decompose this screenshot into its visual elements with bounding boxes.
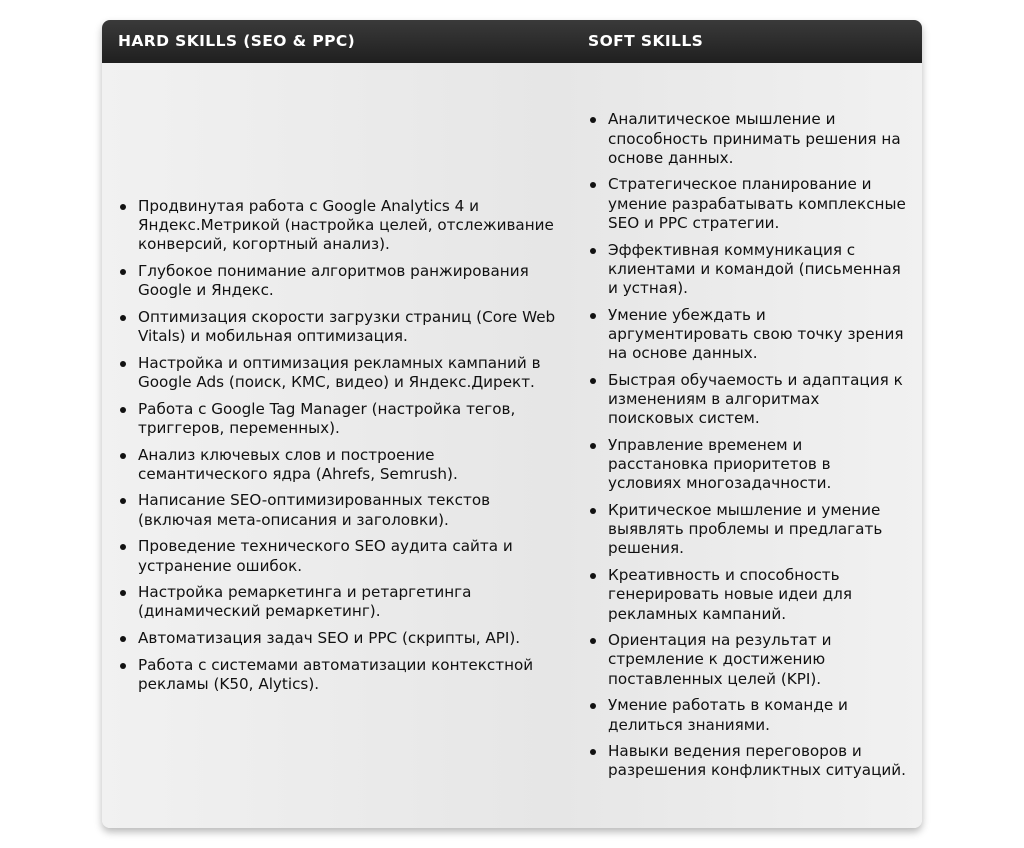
- list-item: Работа с Google Tag Manager (настройка тегов, триггеров, переменных).: [118, 400, 558, 438]
- list-item: Умение работать в команде и делиться знаниями.: [588, 696, 906, 734]
- list-item: Стратегическое планирование и умение разрабатывать комплексные SEO и PPC стратегии.: [588, 175, 906, 233]
- list-item: Управление временем и расстановка приоритетов в условиях многозадачности.: [588, 436, 906, 494]
- list-item: Настройка и оптимизация рекламных кампаний в Google Ads (поиск, КМС, видео) и Яндекс.Директ.: [118, 354, 558, 392]
- list-item: Работа с системами автоматизации контекстной рекламы (K50, Alytics).: [118, 656, 558, 694]
- list-item: Креативность и способность генерировать новые идеи для рекламных кампаний.: [588, 566, 906, 624]
- hard-skills-column: [118, 63, 558, 828]
- soft-skills-list: [588, 110, 906, 780]
- skills-table: [102, 20, 922, 828]
- list-item: Анализ ключевых слов и построение семантического ядра (Ahrefs, Semrush).: [118, 446, 558, 484]
- list-item: Ориентация на результат и стремление к достижению поставленных целей (KPI).: [588, 631, 906, 689]
- list-item: Автоматизация задач SEO и PPC (скрипты, API).: [118, 629, 558, 648]
- list-item: Аналитическое мышление и способность принимать решения на основе данных.: [588, 110, 906, 168]
- list-item: Критическое мышление и умение выявлять проблемы и предлагать решения.: [588, 501, 906, 559]
- list-item: Написание SEO-оптимизированных текстов (включая мета-описания и заголовки).: [118, 491, 558, 529]
- hard-skills-heading: HARD SKILLS (SEO & PPC): [118, 32, 356, 50]
- list-item: Глубокое понимание алгоритмов ранжирования Google и Яндекс.: [118, 262, 558, 300]
- list-item: Эффективная коммуникация с клиентами и командой (письменная и устная).: [588, 241, 906, 299]
- list-item: Оптимизация скорости загрузки страниц (Core Web Vitals) и мобильная оптимизация.: [118, 308, 558, 346]
- list-item: Быстрая обучаемость и адаптация к изменениям в алгоритмах поисковых систем.: [588, 371, 906, 429]
- table-header: [102, 20, 922, 63]
- soft-skills-heading: SOFT SKILLS: [588, 32, 704, 50]
- list-item: Продвинутая работа с Google Analytics 4 и Яндекс.Метрикой (настройка целей, отслеживание конверсий, когортный анализ).: [118, 197, 558, 255]
- soft-skills-column: [588, 63, 906, 828]
- list-item: Настройка ремаркетинга и ретаргетинга (динамический ремаркетинг).: [118, 583, 558, 621]
- list-item: Проведение технического SEO аудита сайта и устранение ошибок.: [118, 537, 558, 575]
- list-item: Умение убеждать и аргументировать свою точку зрения на основе данных.: [588, 306, 906, 364]
- list-item: Навыки ведения переговоров и разрешения конфликтных ситуаций.: [588, 742, 906, 780]
- hard-skills-list: [118, 197, 558, 694]
